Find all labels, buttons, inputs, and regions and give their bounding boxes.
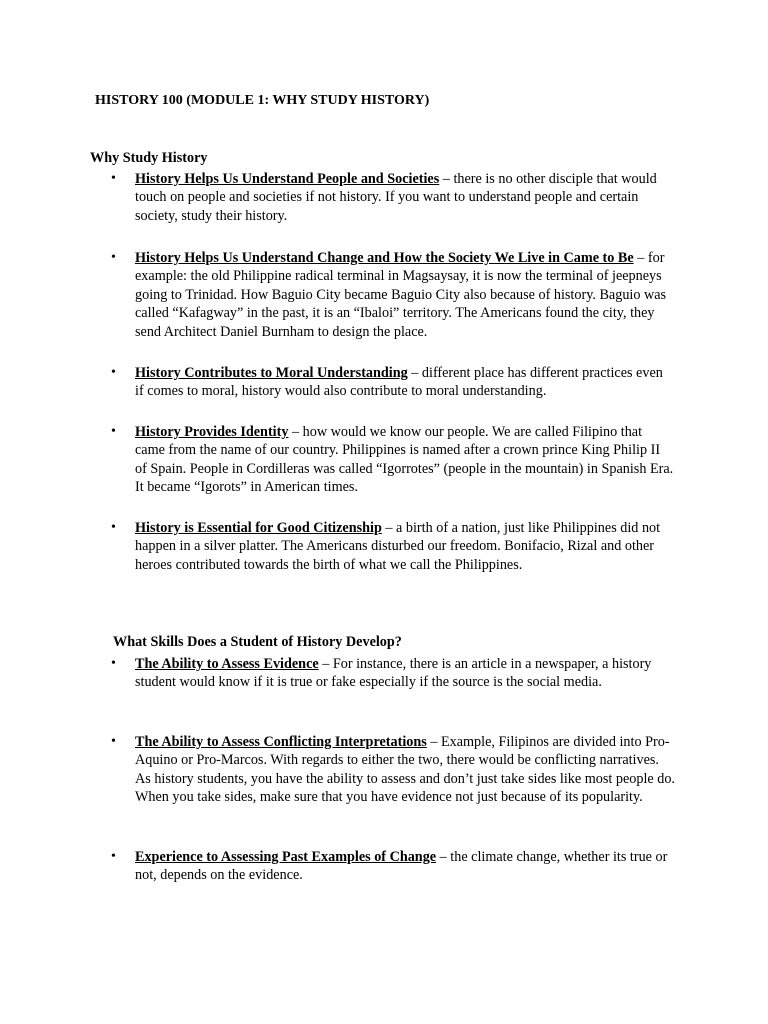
list-item <box>111 364 675 401</box>
list-item <box>111 519 675 574</box>
item-text: – for example: the old Philippine radical terminal in Magsaysay, it is now the terminal of jeepneys going to Trinidad. How Baguio City became Baguio City also because of history. Baguio was called “Kafagway” in the past, it is an “Ibaloi” territory. The Americans found the city, they send Architect Daniel Burnham to design the place. <box>135 250 667 340</box>
bullet-icon: • <box>111 849 116 864</box>
item-text: – different place has different practices even if comes to moral, history would also contribute to moral understanding. <box>135 365 663 400</box>
list-item <box>111 848 675 885</box>
item-term: History Helps Us Understand People and Societies <box>135 171 440 187</box>
section-heading-skills: What Skills Does a Student of History Develop? <box>113 634 402 650</box>
list-item <box>111 249 675 341</box>
bullet-icon: • <box>111 424 116 439</box>
list-item <box>111 655 675 692</box>
item-text: – Example, Filipinos are divided into Pro-Aquino or Pro-Marcos. With regards to either the two, there would be conflicting narratives. As history students, you have the ability to assess and don’t just take sides like most people do. When you take sides, make sure that you have evidence not just because of its popularity. <box>135 734 675 806</box>
list-item <box>111 733 675 807</box>
list-item <box>111 170 675 225</box>
bullet-icon: • <box>111 520 116 535</box>
bullet-icon: • <box>111 656 116 671</box>
bullet-icon: • <box>111 734 116 749</box>
item-text: – a birth of a nation, just like Philippines did not happen in a silver platter. The Americans disturbed our freedom. Bonifacio, Rizal and other heroes contributed towards the birth of what we call the Philippines. <box>135 520 661 573</box>
bullet-icon: • <box>111 250 116 265</box>
section-heading-why-study-history: Why Study History <box>90 150 208 166</box>
item-text: – there is no other disciple that would touch on people and societies if not history. If you want to understand people and certain society, study their history. <box>135 171 657 224</box>
list-item <box>111 423 675 497</box>
item-term: Experience to Assessing Past Examples of Change <box>135 849 437 865</box>
bullet-icon: • <box>111 171 116 186</box>
bullet-icon: • <box>111 365 116 380</box>
page-title: HISTORY 100 (MODULE 1: WHY STUDY HISTORY) <box>95 93 430 108</box>
item-term: The Ability to Assess Conflicting Interpretations <box>135 734 427 750</box>
item-text: – the climate change, whether its true or not, depends on the evidence. <box>135 849 668 884</box>
item-term: The Ability to Assess Evidence <box>135 656 319 672</box>
item-term: History Contributes to Moral Understanding <box>135 365 408 381</box>
item-term: History is Essential for Good Citizenship <box>135 520 382 536</box>
item-text: – For instance, there is an article in a newspaper, a history student would know if it is true or fake especially if the source is the social media. <box>135 656 652 691</box>
item-term: History Provides Identity <box>135 424 289 440</box>
item-term: History Helps Us Understand Change and How the Society We Live in Came to Be <box>135 250 634 266</box>
item-text: – how would we know our people. We are called Filipino that came from the name of our country. Philippines is named after a crown prince King Philip II of Spain. People in Cordilleras was called “Igorrotes” (people in the mountain) in Spanish Era. It became “Igorots” in American times. <box>135 424 674 496</box>
